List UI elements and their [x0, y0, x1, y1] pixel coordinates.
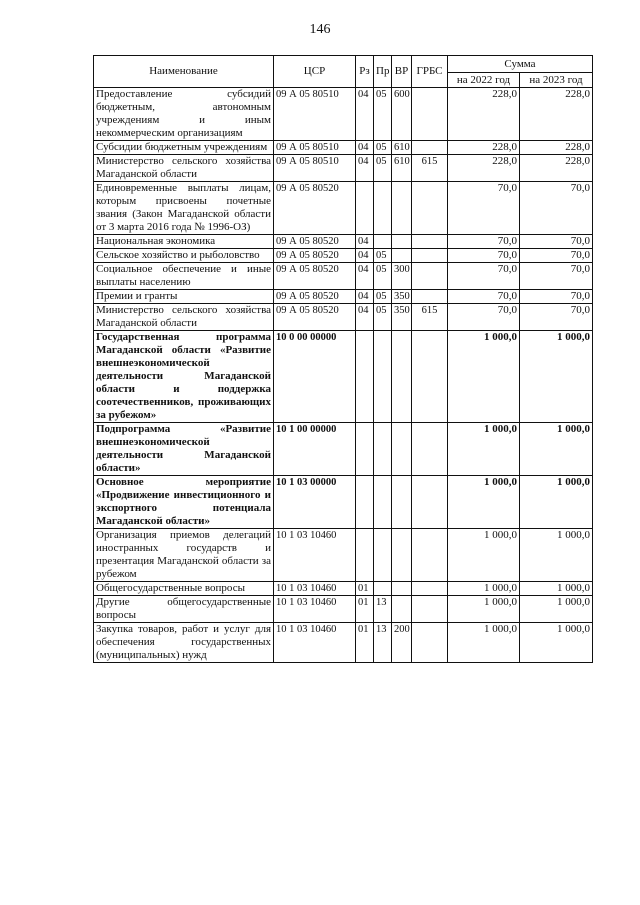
- row-grbs: [412, 423, 448, 476]
- table-row: [94, 582, 593, 596]
- row-amount-2022: 1 000,0: [448, 596, 520, 623]
- row-grbs: [412, 582, 448, 596]
- table-row: [94, 88, 593, 141]
- row-amount-2023: 70,0: [520, 263, 593, 290]
- row-amount-2022: 70,0: [448, 182, 520, 235]
- header-sum: Сумма: [448, 56, 593, 73]
- table-row: [94, 529, 593, 582]
- row-vr: 200: [392, 623, 412, 663]
- row-pr: [374, 582, 392, 596]
- row-rz: [356, 182, 374, 235]
- row-pr: 05: [374, 141, 392, 155]
- row-amount-2022: 228,0: [448, 88, 520, 141]
- row-name: Государственная программа Магаданской области «Развитие внешнеэкономической деятельности Магаданской области и поддержка соотечественников, проживающих за рубежом»: [94, 331, 274, 423]
- row-amount-2022: 1 000,0: [448, 582, 520, 596]
- row-csr: 10 1 03 10460: [274, 529, 356, 582]
- row-csr: 09 А 05 80520: [274, 290, 356, 304]
- row-name: Министерство сельского хозяйства Магаданской области: [94, 304, 274, 331]
- table-row: [94, 249, 593, 263]
- row-pr: 05: [374, 249, 392, 263]
- row-amount-2023: 70,0: [520, 304, 593, 331]
- row-grbs: [412, 88, 448, 141]
- row-vr: [392, 582, 412, 596]
- row-csr: 09 А 05 80520: [274, 263, 356, 290]
- row-rz: 04: [356, 155, 374, 182]
- row-grbs: [412, 596, 448, 623]
- row-vr: [392, 529, 412, 582]
- row-grbs: 615: [412, 304, 448, 331]
- row-amount-2022: 1 000,0: [448, 331, 520, 423]
- row-rz: [356, 529, 374, 582]
- row-amount-2022: 70,0: [448, 304, 520, 331]
- row-amount-2022: 1 000,0: [448, 623, 520, 663]
- header-pr: Пр: [374, 56, 392, 88]
- row-amount-2023: 1 000,0: [520, 423, 593, 476]
- row-csr: 09 А 05 80510: [274, 88, 356, 141]
- row-grbs: [412, 182, 448, 235]
- row-amount-2023: 70,0: [520, 182, 593, 235]
- row-csr: 10 1 03 10460: [274, 623, 356, 663]
- row-vr: [392, 423, 412, 476]
- row-amount-2023: 70,0: [520, 290, 593, 304]
- row-csr: 10 1 00 00000: [274, 423, 356, 476]
- row-vr: 300: [392, 263, 412, 290]
- row-rz: 04: [356, 235, 374, 249]
- row-amount-2023: 1 000,0: [520, 331, 593, 423]
- row-pr: [374, 182, 392, 235]
- row-grbs: [412, 623, 448, 663]
- row-name: Закупка товаров, работ и услуг для обеспечения государственных (муниципальных) нужд: [94, 623, 274, 663]
- row-pr: [374, 476, 392, 529]
- row-name: Национальная экономика: [94, 235, 274, 249]
- row-csr: 09 А 05 80510: [274, 141, 356, 155]
- row-csr: 09 А 05 80520: [274, 304, 356, 331]
- table-row: [94, 263, 593, 290]
- row-rz: 04: [356, 249, 374, 263]
- row-rz: [356, 476, 374, 529]
- row-rz: 04: [356, 263, 374, 290]
- row-name: Другие общегосударственные вопросы: [94, 596, 274, 623]
- row-csr: 10 0 00 00000: [274, 331, 356, 423]
- budget-table: [93, 55, 593, 663]
- row-rz: 04: [356, 141, 374, 155]
- row-amount-2023: 228,0: [520, 155, 593, 182]
- row-grbs: [412, 249, 448, 263]
- row-vr: 350: [392, 304, 412, 331]
- row-grbs: [412, 235, 448, 249]
- row-pr: [374, 331, 392, 423]
- table-row: [94, 290, 593, 304]
- table-row: [94, 304, 593, 331]
- row-rz: [356, 423, 374, 476]
- header-vr: ВР: [392, 56, 412, 88]
- row-name: Социальное обеспечение и иные выплаты населению: [94, 263, 274, 290]
- row-vr: 600: [392, 88, 412, 141]
- row-grbs: [412, 290, 448, 304]
- row-name: Основное мероприятие «Продвижение инвестиционного и экспортного потенциала Магаданской области»: [94, 476, 274, 529]
- table-row: [94, 596, 593, 623]
- row-amount-2023: 1 000,0: [520, 529, 593, 582]
- table-row: [94, 182, 593, 235]
- header-csr: ЦСР: [274, 56, 356, 88]
- row-grbs: [412, 331, 448, 423]
- row-vr: [392, 476, 412, 529]
- header-year-2022: на 2022 год: [448, 73, 520, 88]
- row-amount-2023: 228,0: [520, 88, 593, 141]
- row-name: Подпрограмма «Развитие внешнеэкономической деятельности Магаданской области»: [94, 423, 274, 476]
- row-grbs: [412, 263, 448, 290]
- row-pr: 05: [374, 155, 392, 182]
- row-name: Премии и гранты: [94, 290, 274, 304]
- row-amount-2023: 70,0: [520, 235, 593, 249]
- row-rz: 04: [356, 88, 374, 141]
- row-vr: [392, 235, 412, 249]
- row-rz: 01: [356, 582, 374, 596]
- row-csr: 10 1 03 10460: [274, 582, 356, 596]
- row-name: Министерство сельского хозяйства Магаданской области: [94, 155, 274, 182]
- row-pr: 13: [374, 623, 392, 663]
- row-pr: 05: [374, 263, 392, 290]
- row-grbs: 615: [412, 155, 448, 182]
- row-pr: 13: [374, 596, 392, 623]
- row-rz: [356, 331, 374, 423]
- row-name: Общегосударственные вопросы: [94, 582, 274, 596]
- row-pr: 05: [374, 304, 392, 331]
- row-pr: 05: [374, 88, 392, 141]
- row-vr: 610: [392, 155, 412, 182]
- row-pr: [374, 423, 392, 476]
- row-amount-2022: 1 000,0: [448, 476, 520, 529]
- row-vr: 350: [392, 290, 412, 304]
- row-rz: 04: [356, 290, 374, 304]
- row-grbs: [412, 476, 448, 529]
- table-row: [94, 476, 593, 529]
- row-amount-2023: 1 000,0: [520, 476, 593, 529]
- row-csr: 09 А 05 80510: [274, 155, 356, 182]
- table-row: [94, 331, 593, 423]
- row-amount-2023: 228,0: [520, 141, 593, 155]
- header-name: Наименование: [94, 56, 274, 88]
- row-csr: 10 1 03 10460: [274, 596, 356, 623]
- row-name: Единовременные выплаты лицам, которым присвоены почетные звания (Закон Магаданской области от 3 марта 2016 года № 1996-ОЗ): [94, 182, 274, 235]
- header-year-2023: на 2023 год: [520, 73, 593, 88]
- row-name: Субсидии бюджетным учреждениям: [94, 141, 274, 155]
- row-amount-2022: 70,0: [448, 235, 520, 249]
- row-vr: [392, 182, 412, 235]
- header-grbs: ГРБС: [412, 56, 448, 88]
- table-row: [94, 623, 593, 663]
- table-row: [94, 155, 593, 182]
- row-amount-2023: 70,0: [520, 249, 593, 263]
- table-row: [94, 235, 593, 249]
- row-amount-2023: 1 000,0: [520, 582, 593, 596]
- row-name: Организация приемов делегаций иностранных государств и презентация Магаданской области за рубежом: [94, 529, 274, 582]
- row-rz: 04: [356, 304, 374, 331]
- row-amount-2022: 228,0: [448, 141, 520, 155]
- row-rz: 01: [356, 596, 374, 623]
- row-csr: 10 1 03 00000: [274, 476, 356, 529]
- row-amount-2023: 1 000,0: [520, 623, 593, 663]
- page-number: 146: [309, 22, 331, 37]
- row-pr: 05: [374, 290, 392, 304]
- row-rz: 01: [356, 623, 374, 663]
- row-vr: 610: [392, 141, 412, 155]
- row-vr: [392, 331, 412, 423]
- row-amount-2022: 70,0: [448, 290, 520, 304]
- row-csr: 09 А 05 80520: [274, 182, 356, 235]
- row-name: Предоставление субсидий бюджетным, автономным учреждениям и иным некоммерческим организациям: [94, 88, 274, 141]
- row-grbs: [412, 141, 448, 155]
- row-grbs: [412, 529, 448, 582]
- row-name: Сельское хозяйство и рыболовство: [94, 249, 274, 263]
- row-amount-2022: 1 000,0: [448, 423, 520, 476]
- table-row: [94, 141, 593, 155]
- row-csr: 09 А 05 80520: [274, 249, 356, 263]
- row-pr: [374, 529, 392, 582]
- row-csr: 09 А 05 80520: [274, 235, 356, 249]
- row-amount-2022: 70,0: [448, 249, 520, 263]
- row-amount-2022: 228,0: [448, 155, 520, 182]
- row-amount-2022: 70,0: [448, 263, 520, 290]
- row-amount-2022: 1 000,0: [448, 529, 520, 582]
- row-vr: [392, 596, 412, 623]
- row-pr: [374, 235, 392, 249]
- row-amount-2023: 1 000,0: [520, 596, 593, 623]
- row-vr: [392, 249, 412, 263]
- table-row: [94, 423, 593, 476]
- header-rz: Рз: [356, 56, 374, 88]
